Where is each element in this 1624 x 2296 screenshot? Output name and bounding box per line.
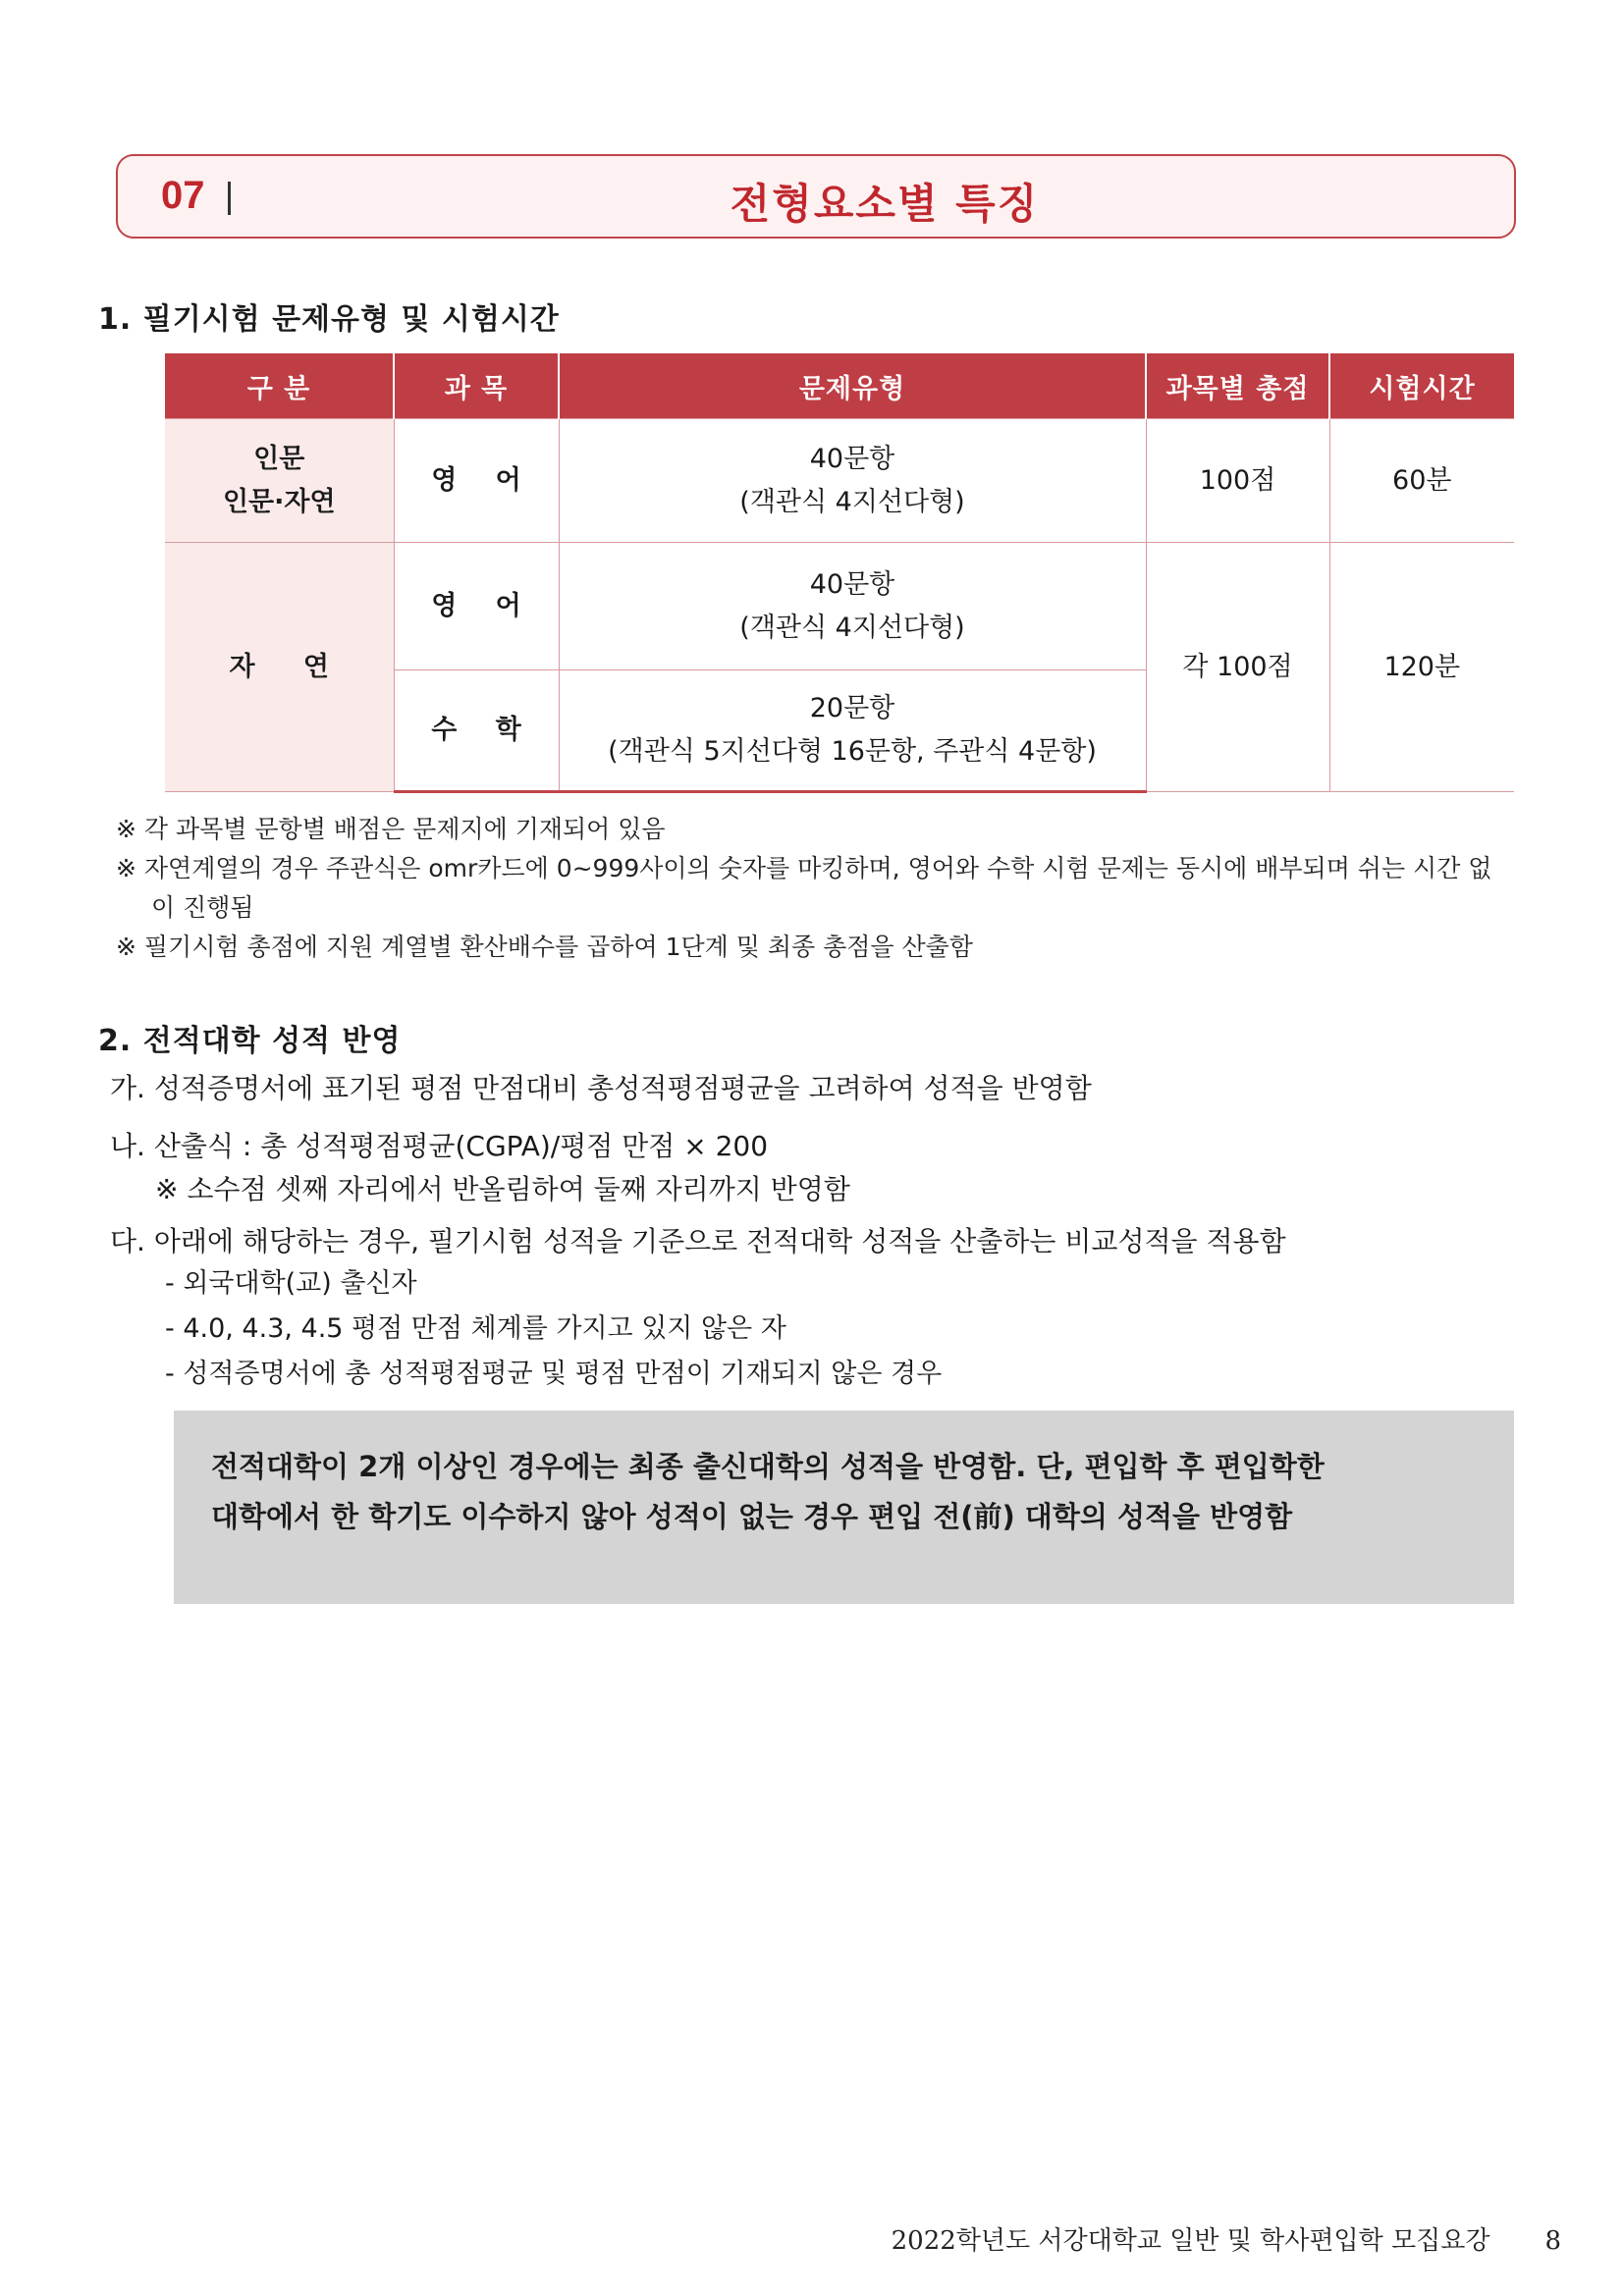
item-na-note: ※ 소수점 셋째 자리에서 반올림하여 둘째 자리까지 반영함 — [155, 1173, 850, 1205]
item-na: 나. 산출식 : 총 성적평점평균(CGPA)/평점 만점 × 200 — [110, 1130, 769, 1162]
notice-line: 대학에서 한 학기도 이수하지 않아 성적이 없는 경우 편입 전(前) 대학의 성적을 반영함 — [211, 1500, 1293, 1533]
item-ga: 가. 성적증명서에 표기된 평점 만점대비 총성적평점평균을 고려하여 성적을 반영함 — [110, 1072, 1092, 1104]
note-item: ※ 자연계열의 경우 주관식은 omr카드에 0~999사이의 숫자를 마킹하며, 영어와 수학 시험 문제는 동시에 배부되며 쉬는 시간 없이 진행됨 — [116, 854, 1492, 922]
table-notes — [116, 810, 1510, 967]
score-cell: 100점 — [1146, 419, 1329, 543]
section-title: 전형요소별 특징 — [730, 180, 1040, 228]
question-type-cell — [559, 670, 1146, 792]
question-format: (객관식 4지선다형) — [739, 486, 965, 517]
subject-cell: 영 어 — [394, 543, 559, 670]
col-header-exam-time: 시험시간 — [1329, 353, 1514, 419]
time-cell: 120분 — [1329, 543, 1514, 792]
page-footer — [0, 2220, 1561, 2257]
question-count: 40문항 — [809, 443, 895, 474]
note-item: ※ 필기시험 총점에 지원 계열별 환산배수를 곱하여 1단계 및 최종 총점을 산출함 — [116, 933, 973, 961]
list-item: - 4.0, 4.3, 4.5 평점 만점 체계를 가지고 있지 않은 자 — [165, 1313, 786, 1344]
question-format: (객관식 4지선다형) — [739, 612, 965, 643]
col-header-total-score: 과목별 총점 — [1146, 353, 1329, 419]
col-header-category: 구 분 — [165, 353, 394, 419]
table-row — [165, 419, 1514, 543]
subject-cell: 영 어 — [394, 419, 559, 543]
time-cell: 60분 — [1329, 419, 1514, 543]
question-count: 40문항 — [809, 568, 895, 600]
category-cell: 자 연 — [165, 543, 394, 792]
subject-cell: 수 학 — [394, 670, 559, 792]
section1-title: 1. 필기시험 문제유형 및 시험시간 — [98, 302, 560, 337]
question-type-cell — [559, 419, 1146, 543]
section-header-box — [116, 154, 1516, 239]
table-header-row — [165, 353, 1514, 419]
exam-table — [165, 353, 1514, 793]
item-da: 다. 아래에 해당하는 경우, 필기시험 성적을 기준으로 전적대학 성적을 산출하는 비교성적을 적용함 — [110, 1225, 1286, 1257]
notice-line: 전적대학이 2개 이상인 경우에는 최종 출신대학의 성적을 반영함. 단, 편입학 후 편입학한 — [211, 1450, 1325, 1483]
list-item: - 성적증명서에 총 성적평점평균 및 평점 만점이 기재되지 않은 경우 — [165, 1359, 943, 1389]
question-format: (객관식 5지선다형 16문항, 주관식 4문항) — [608, 736, 1097, 767]
category-line: 인문·자연 — [222, 486, 336, 517]
question-count: 20문항 — [809, 693, 895, 723]
note-item: ※ 각 과목별 문항별 배점은 문제지에 기재되어 있음 — [116, 815, 666, 843]
section-number: 07 — [161, 174, 205, 217]
criteria-list — [165, 1261, 942, 1397]
page-number: 8 — [1544, 2226, 1561, 2256]
category-cell — [165, 419, 394, 543]
col-header-subject: 과 목 — [394, 353, 559, 419]
col-header-question-type: 문제유형 — [559, 353, 1146, 419]
score-cell: 각 100점 — [1146, 543, 1329, 792]
footer-text: 2022학년도 서강대학교 일반 및 학사편입학 모집요강 — [891, 2226, 1490, 2256]
question-type-cell — [559, 543, 1146, 670]
table-row — [165, 543, 1514, 670]
notice-box — [174, 1411, 1514, 1604]
category-line: 인문 — [253, 443, 305, 474]
section2-title: 2. 전적대학 성적 반영 — [98, 1024, 402, 1058]
list-item: - 외국대학(교) 출신자 — [165, 1268, 417, 1299]
